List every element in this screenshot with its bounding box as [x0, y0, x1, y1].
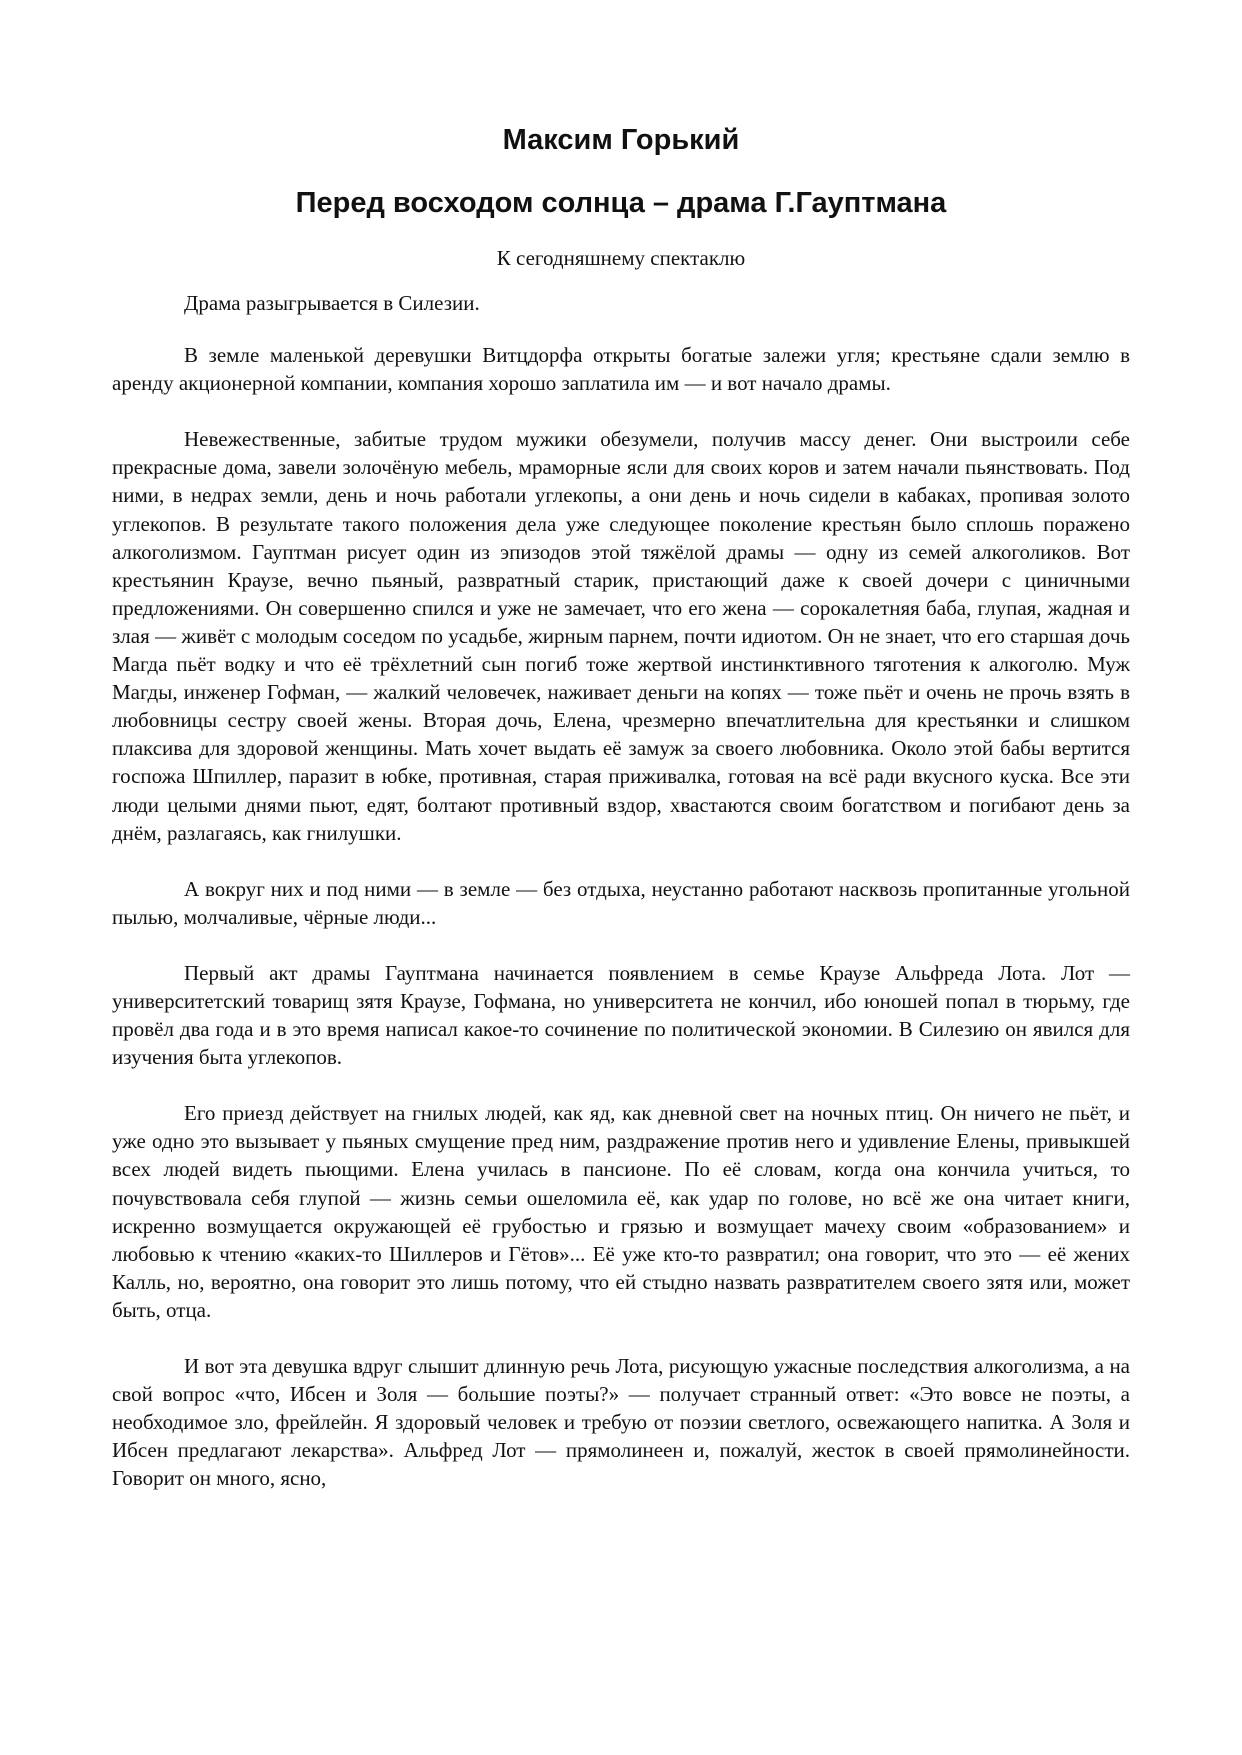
title-heading: Перед восходом солнца – драма Г.Гауптмана	[295, 187, 947, 219]
paragraph-1: Драма разыгрывается в Силезии.	[184, 291, 480, 315]
paragraph-6: Его приезд действует на гнилых людей, как яд, как дневной свет на ночных птиц. Он ничего не пьёт, и уже одно это вызывает у пьяных смущение пред ним, раздражение против него и удивление Елены, привыкшей всех людей видеть пьющими. Елена училась в пансионе. По её словам, когда она кончила учиться, то почувствовала себя глупой — жизнь семьи ошеломила её, как удар по голове, но всё же она читает книги, искренно возмущается окружающей её грубостью и грязью и возмущает мачеху своим «образованием» и любовью к чтению «каких-то Шиллеров и Гётов»... Её уже кто-то развратил; она говорит, что это — её жених Калль, но, вероятно, она говорит это лишь потому, что ей стыдно назвать развратителем своего зятя или, может быть, отца.	[112, 1101, 1130, 1322]
paragraph-2: В земле маленькой деревушки Витцдорфа открыты богатые залежи угля; крестьяне сдали землю в аренду акционерной компании, компания хорошо заплатила им — и вот начало драмы.	[112, 343, 1130, 396]
paragraph-3: Невежественные, забитые трудом мужики обезумели, получив массу денег. Они выстроили себе прекрасные дома, завели золочёную мебель, мраморные ясли для своих коров и затем начали пьянствовать. Под ними, в недрах земли, день и ночь работали углекопы, а они день и ночь сидели в кабаках, пропивая золото углекопов. В результате такого положения дела уже следующее поколение крестьян было сплошь поражено алкоголизмом. Гауптман рисует один из эпизодов этой тяжёлой драмы — одну из семей алкоголиков. Вот крестьянин Краузе, вечно пьяный, развратный старик, пристающий даже к своей дочери с циничными предложениями. Он совершенно спился и уже не замечает, что его жена — сорокалетняя баба, глупая, жадная и злая — живёт с молодым соседом по усадьбе, жирным парнем, почти идиотом. Он не знает, что его старшая дочь Магда пьёт водку и что её трёхлетний сын погиб тоже жертвой инстинктивного тяготения к алкоголю. Муж Магды, инженер Гофман, — жалкий человечек, наживает деньги на копях — тоже пьёт и очень не прочь взять в любовницы сестру своей жены. Вторая дочь, Елена, чрезмерно впечатлительна для крестьянки и слишком плаксива для здоровой женщины. Мать хочет выдать её замуж за своего любовника. Около этой бабы вертится госпожа Шпиллер, паразит в юбке, противная, старая приживалка, готовая на всё ради вкусного куска. Все эти люди целыми днями пьют, едят, болтают противный вздор, хвастаются своим богатством и погибают день за днём, разлагаясь, как гнилушки.	[112, 427, 1130, 845]
body-text	[112, 289, 1130, 1520]
paragraph-4: А вокруг них и под ними — в земле — без отдыха, неустанно работают насквозь пропитанные угольной пылью, молчаливые, чёрные люди...	[112, 876, 1130, 929]
paragraph-7: И вот эта девушка вдруг слышит длинную речь Лота, рисующую ужасные последствия алкоголизма, а на свой вопрос «что, Ибсен и Золя — большие поэты?» — получает странный ответ: «Это вовсе не поэты, а необходимое зло, фрейлейн. Я здоровый человек и требую от поэзии светлого, освежающего напитка. А Золя и Ибсен предлагают лекарства». Альфред Лот — прямолинеен и, пожалуй, жесток в своей прямолинейности. Говорит он много, ясно,	[112, 1354, 1130, 1491]
paragraph-5: Первый акт драмы Гауптмана начинается появлением в семье Краузе Альфреда Лота. Лот — университетский товарищ зятя Краузе, Гофмана, но университета не кончил, ибо юношей попал в тюрьму, где провёл два года и в это время написал какое-то сочинение по политической экономии. В Силезию он явился для изучения быта углекопов.	[112, 960, 1130, 1070]
subtitle-line: К сегодняшнему спектаклю	[496, 246, 746, 270]
author-heading: Максим Горький	[502, 124, 740, 156]
